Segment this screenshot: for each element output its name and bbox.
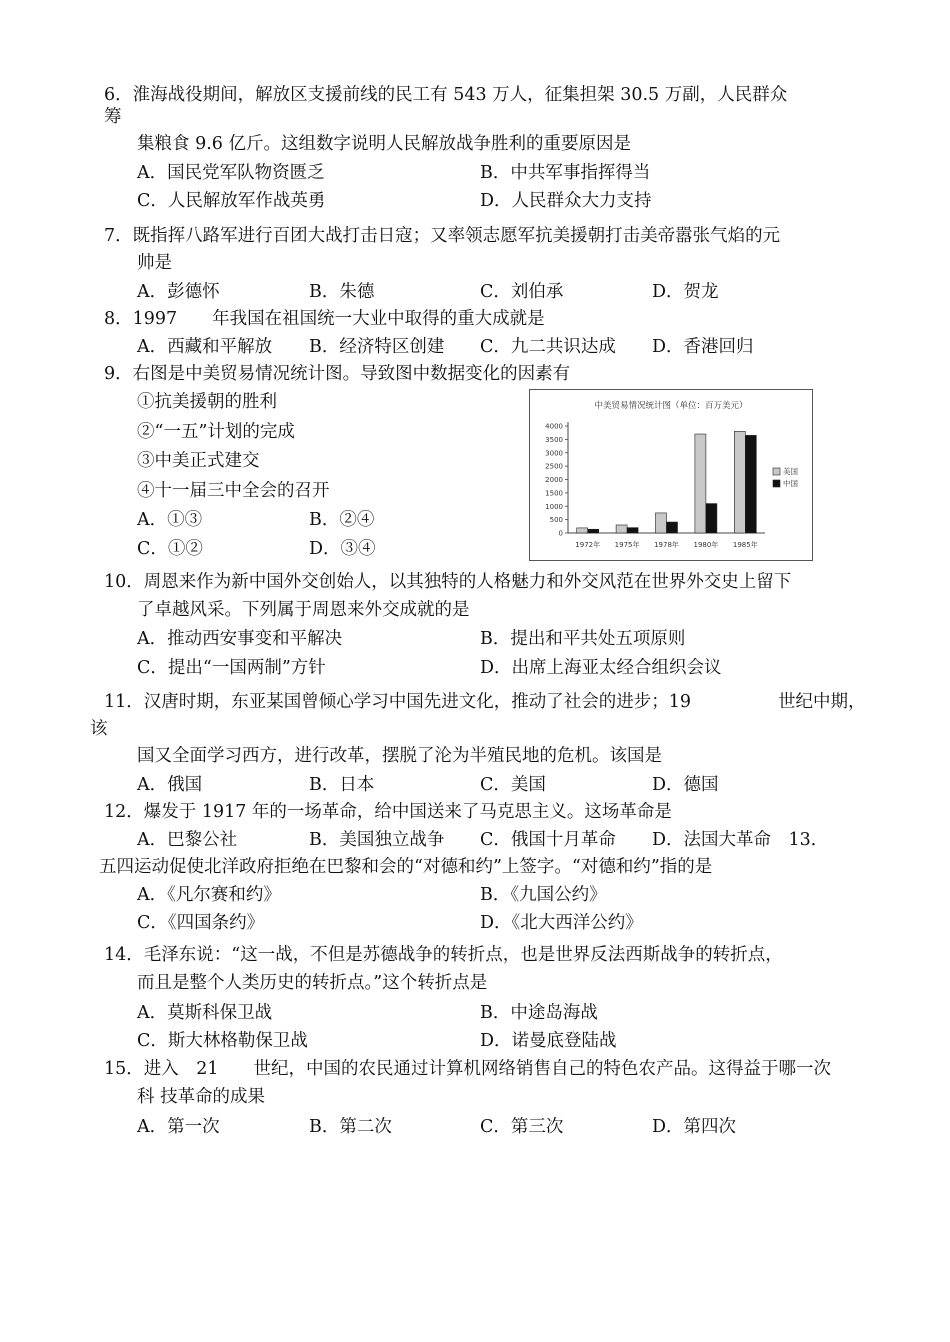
q9-option-c: C．①② [137, 539, 203, 559]
x-tick-label: 1975年 [614, 541, 640, 549]
q9-option-a: A．①③ [137, 510, 203, 530]
q11-option-b: B．日本 [309, 775, 375, 795]
y-tick-label: 3500 [545, 435, 563, 444]
x-tick-label: 1985年 [732, 541, 758, 549]
q14-option-d: D．诺曼底登陆战 [480, 1031, 617, 1051]
q10-option-c: C．提出“一国两制”方针 [137, 658, 326, 678]
bar-中国 [588, 529, 599, 533]
x-tick-label: 1978年 [654, 541, 679, 549]
q12-option-d: D．法国大革命 13． [652, 830, 829, 850]
y-tick-label: 500 [549, 516, 563, 525]
q15-option-d: D．第四次 [652, 1117, 737, 1137]
q11-option-c: C．美国 [480, 775, 546, 795]
q6-option-b: B．中共军事指挥得当 [480, 163, 651, 183]
q9-item-1: ①抗美援朝的胜利 [137, 392, 277, 412]
q10-stem-line2: 了卓越风采。下列属于周恩来外交成就的是 [137, 600, 470, 620]
q14-option-c: C．斯大林格勒保卫战 [137, 1031, 308, 1051]
q9-option-b: B．②④ [309, 510, 375, 530]
q8-option-b: B．经济特区创建 [309, 337, 445, 357]
q8-option-a: A．西藏和平解放 [137, 337, 273, 357]
x-tick-label: 1980年 [693, 541, 719, 549]
chart-title: 中美贸易情况统计图（单位：百万美元） [594, 401, 748, 411]
q11-option-a: A．俄国 [137, 775, 203, 795]
q14-option-b: B．中途岛海战 [480, 1003, 598, 1023]
q6-stem-line2: 集粮食 9.6 亿斤。这组数字说明人民解放战争胜利的重要原因是 [137, 134, 631, 154]
q12-option-a: A．巴黎公社 [137, 830, 238, 850]
x-tick-label: 1972年 [575, 541, 601, 549]
legend-swatch [773, 468, 780, 475]
q12-option-c: C．俄国十月革命 [480, 830, 616, 850]
q7-option-c: C．刘伯承 [480, 282, 564, 302]
q11-stem-line1-end: 世纪中期， [778, 692, 866, 712]
q15-option-b: B．第二次 [309, 1117, 392, 1137]
bar-中国 [706, 504, 717, 533]
q7-option-b: B．朱德 [309, 282, 375, 302]
q7-stem-line1: 7．既指挥八路军进行百团大战打击日寇；又率领志愿军抗美援朝打击美帝嚣张气焰的元 [104, 226, 781, 246]
q13-stem: 五四运动促使北洋政府拒绝在巴黎和会的“对德和约”上签字。“对德和约”指的是 [99, 857, 713, 877]
y-tick-label: 2500 [545, 462, 563, 471]
y-tick-label: 4000 [545, 422, 563, 431]
y-tick-label: 1000 [545, 502, 563, 511]
q10-option-d: D．出席上海亚太经合组织会议 [480, 658, 722, 678]
y-tick-label: 0 [558, 529, 563, 538]
trade-chart-svg [530, 390, 812, 560]
q10-option-a: A．推动西安事变和平解决 [137, 629, 343, 649]
bar-中国 [627, 528, 638, 533]
q6-option-a: A．国民党军队物资匮乏 [137, 163, 325, 183]
q7-option-d: D．贺龙 [652, 282, 719, 302]
bar-中国 [667, 522, 678, 533]
q14-stem-line2: 而且是整个人类历史的转折点。”这个转折点是 [137, 973, 488, 993]
trade-bar-chart [529, 389, 813, 561]
q6-option-d: D．人民群众大力支持 [480, 191, 652, 211]
q9-item-2: ②“一五”计划的完成 [137, 422, 295, 442]
q13-option-a: A．《凡尔赛和约》 [137, 885, 281, 905]
q11-option-d: D．德国 [652, 775, 719, 795]
q9-stem: 9．右图是中美贸易情况统计图。导致图中数据变化的因素有 [104, 364, 571, 384]
q13-option-d: D．《北大西洋公约》 [480, 913, 643, 933]
q6-stem-line1-wrap: 筹 [104, 107, 122, 127]
q14-stem-line1: 14．毛泽东说：“这一战，不但是苏德战争的转折点，也是世界反法西斯战争的转折点， [104, 945, 783, 965]
q15-option-c: C．第三次 [480, 1117, 564, 1137]
bar-美国 [616, 525, 627, 533]
y-tick-label: 2000 [545, 476, 563, 484]
q8-stem: 8．1997 年我国在祖国统一大业中取得的重大成就是 [104, 309, 545, 329]
legend-swatch [773, 480, 780, 487]
q9-item-4: ④十一届三中全会的召开 [137, 481, 330, 501]
q15-stem-line1: 15．进入 21 世纪，中国的农民通过计算机网络销售自己的特色农产品。这得益于哪一次 [104, 1059, 832, 1079]
q10-option-b: B．提出和平共处五项原则 [480, 629, 686, 649]
q14-option-a: A．莫斯科保卫战 [137, 1003, 273, 1023]
q12-option-b: B．美国独立战争 [309, 830, 445, 850]
q12-stem: 12．爆发于 1917 年的一场革命，给中国送来了马克思主义。这场革命是 [104, 802, 672, 822]
q8-option-c: C．九二共识达成 [480, 337, 616, 357]
bar-美国 [695, 434, 706, 533]
legend-label: 中国 [783, 479, 798, 488]
y-tick-label: 1500 [545, 489, 563, 498]
legend-label: 美国 [783, 467, 798, 476]
q13-option-b: B．《九国公约》 [480, 885, 607, 905]
q6-option-c: C．人民解放军作战英勇 [137, 191, 326, 211]
q7-stem-line2: 帅是 [137, 253, 172, 273]
bar-中国 [745, 435, 756, 533]
q15-stem-line2: 科 技革命的成果 [137, 1087, 266, 1107]
y-tick-label: 3000 [545, 449, 563, 458]
q11-stem-line1: 11．汉唐时期，东亚某国曾倾心学习中国先进文化，推动了社会的进步；19 [104, 692, 692, 712]
q13-option-c: C．《四国条约》 [137, 913, 265, 933]
bar-美国 [656, 513, 667, 533]
q11-stem-line2: 国又全面学习西方，进行改革，摆脱了沦为半殖民地的危机。该国是 [137, 746, 662, 766]
bar-美国 [577, 528, 588, 533]
q11-stem-line1-wrap: 该 [90, 719, 108, 739]
q7-option-a: A．彭德怀 [137, 282, 220, 302]
q8-option-d: D．香港回归 [652, 337, 754, 357]
q10-stem-line1: 10．周恩来作为新中国外交创始人，以其独特的人格魅力和外交风范在世界外交史上留下 [104, 572, 792, 592]
q15-option-a: A．第一次 [137, 1117, 220, 1137]
q9-item-3: ③中美正式建交 [137, 451, 260, 471]
q9-option-d: D．③④ [309, 539, 376, 559]
bar-美国 [734, 431, 745, 533]
q6-stem-line1: 6．淮海战役期间，解放区支援前线的民工有 543 万人，征集担架 30.5 万副，人民群众 [104, 85, 788, 105]
